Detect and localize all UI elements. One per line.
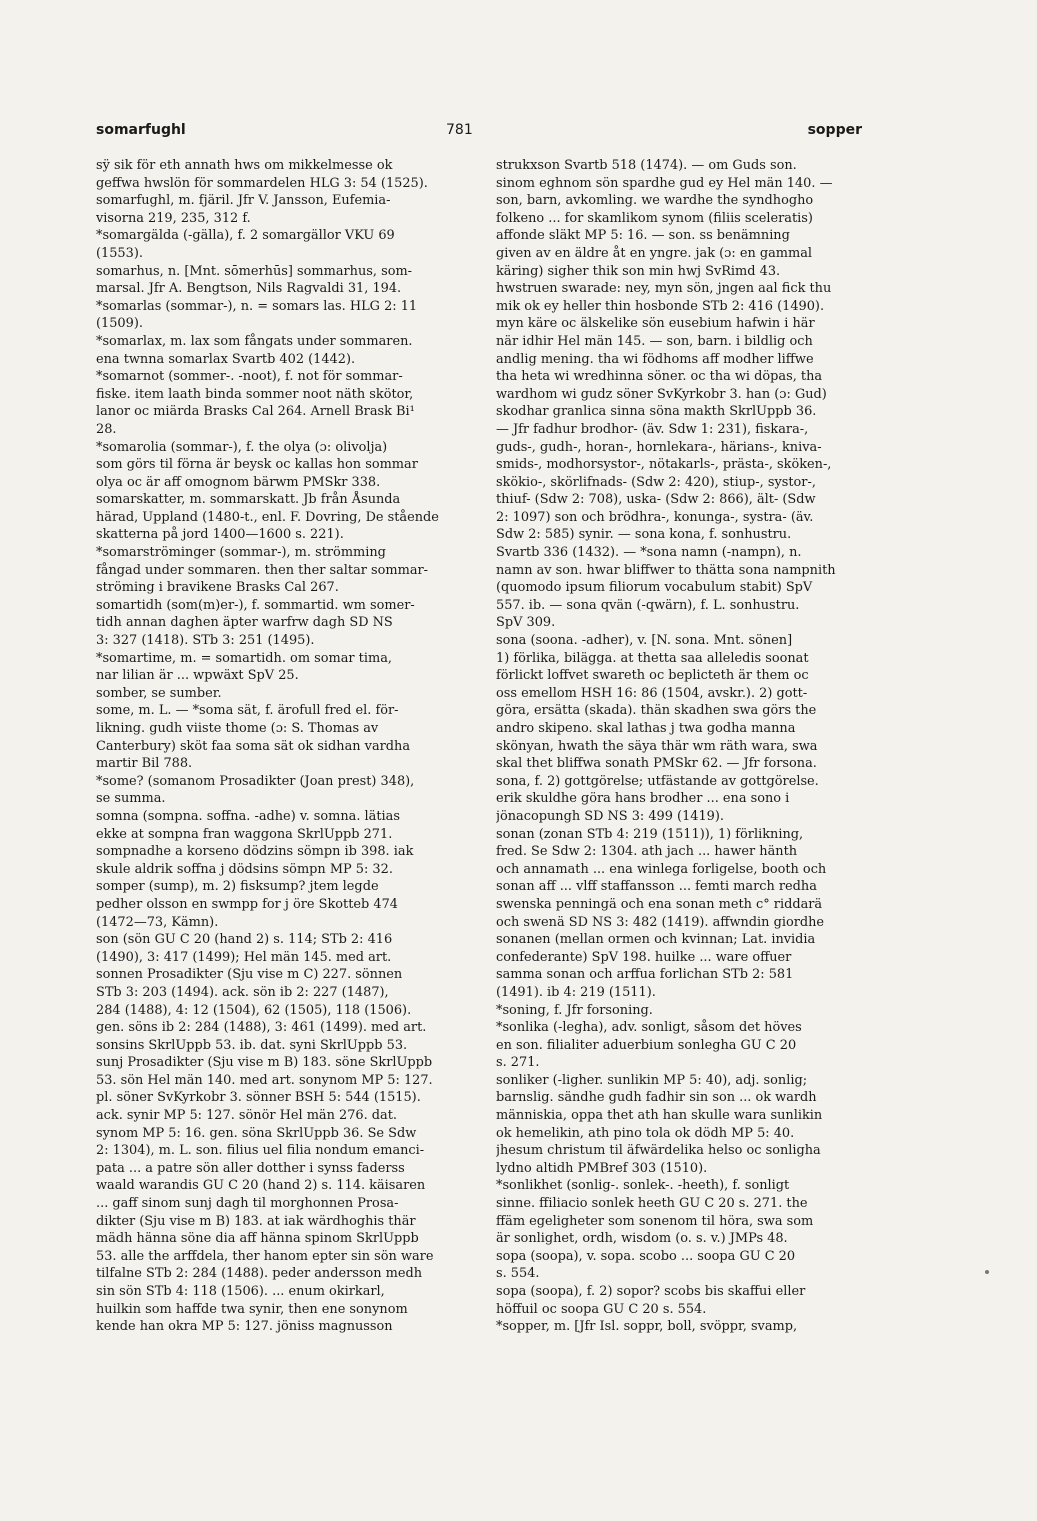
- text-line: sona (soona. -adher), v. [N. sona. Mnt. sönen]: [496, 633, 793, 649]
- text-line: skal thet bliffwa sonath PMSkr 62. — Jfr forsona.: [496, 756, 817, 772]
- text-line: sonliker (-ligher. sunlikin MP 5: 40), adj. sonlig;: [496, 1072, 808, 1088]
- text-line: sonanen (mellan ormen och kvinnan; Lat. invidia: [496, 932, 816, 948]
- text-line: jhesum christum til äfwärdelika helso oc sonligha: [496, 1143, 821, 1159]
- text-line: *sonlika (-legha), adv. sonligt, såsom det höves: [496, 1020, 802, 1036]
- text-line: somarhus, n. [Mnt. sōmerhūs] sommarhus, som-: [96, 263, 413, 279]
- text-line: *somarlas (sommar-), n. = somars las. HLG 2: 11: [96, 298, 418, 314]
- text-line: sopa (soopa), v. sopa. scobo ... soopa GU C 20: [496, 1248, 796, 1264]
- text-line: pedher olsson en swmpp for j öre Skotteb 474: [96, 896, 398, 912]
- text-line: oss emellom HSH 16: 86 (1504, avskr.). 2) gott-: [496, 685, 808, 701]
- text-line: Canterbury) sköt faa soma sät ok sidhan vardha: [96, 738, 411, 754]
- text-line: när idhir Hel män 145. — son, barn. i bildlig och: [496, 333, 813, 349]
- text-line: lydno altidh PMBref 303 (1510).: [496, 1160, 708, 1176]
- text-line: (1553).: [96, 245, 143, 261]
- text-line: somna (sompna. soffna. -adhe) v. somna. lätias: [96, 808, 400, 824]
- text-line: SpV 309.: [496, 615, 556, 631]
- text-line: 3: 327 (1418). STb 3: 251 (1495).: [96, 633, 315, 649]
- text-line: skökio-, skörlifnads- (Sdw 2: 420), stiup-, systor-,: [496, 474, 816, 490]
- text-line: folkeno ... for skamlikom synom (filiis sceleratis): [496, 210, 813, 226]
- text-line: ffäm egeligheter som sonenom til höra, swa som: [496, 1213, 814, 1229]
- text-line: visorna 219, 235, 312 f.: [96, 210, 251, 226]
- text-line: tidh annan daghen äpter warfrw dagh SD NS: [96, 615, 393, 631]
- text-line: sonsins SkrlUppb 53. ib. dat. syni SkrlUppb 53.: [96, 1037, 408, 1053]
- text-line: waald warandis GU C 20 (hand 2) s. 114. käisaren: [96, 1178, 426, 1194]
- text-line: *somarolia (sommar-), f. the olya (ɔ: olivolja): [96, 439, 388, 455]
- text-line: (quomodo ipsum filiorum vocabulum stabit) SpV: [496, 580, 813, 596]
- text-line: 1) förlika, bilägga. at thetta saa alleledis soonat: [496, 650, 809, 666]
- text-line: som görs til förna är beysk oc kallas hon sommar: [96, 457, 418, 473]
- text-line: ... gaff sinom sunj dagh til morghonnen Prosa-: [96, 1196, 399, 1212]
- text-line: (1509).: [96, 316, 143, 332]
- text-line: 557. ib. — sona qvän (-qwärn), f. L. sonhustru.: [496, 597, 800, 613]
- text-line: synom MP 5: 16. gen. söna SkrlUppb 36. Se Sdw: [96, 1125, 417, 1141]
- text-line: *some? (somanom Prosadikter (Joan prest) 348),: [96, 773, 415, 789]
- text-line: samma sonan och arffua forlichan STb 2: 581: [496, 967, 794, 983]
- text-line: sopa (soopa), f. 2) sopor? scobs bis skaffui eller: [496, 1284, 806, 1299]
- text-line: pata ... a patre sön aller dotther i synss faderss: [96, 1160, 405, 1176]
- text-line: somarfughl, m. fjäril. Jfr V. Jansson, Eufemia-: [96, 193, 391, 209]
- text-line: lanor oc miärda Brasks Cal 264. Arnell Brask Bi¹: [96, 404, 415, 420]
- text-line: marsal. Jfr A. Bengtson, Nils Ragvaldi 31, 194.: [96, 281, 402, 297]
- text-line: sinne. ffiliacio sonlek heeth GU C 20 s. 271. the: [496, 1196, 808, 1212]
- text-line: jönacopungh SD NS 3: 499 (1419).: [496, 808, 725, 824]
- text-line: s. 271.: [496, 1055, 540, 1071]
- text-line: given av en äldre åt en yngre. jak (ɔ: en gammal: [496, 245, 813, 261]
- text-line: käring) sigher thik son min hwj SvRimd 43.: [496, 263, 781, 279]
- text-line: sonnen Prosadikter (Sju vise m C) 227. sönnen: [96, 967, 403, 983]
- text-line: nar lilian är ... wpwäxt SpV 25.: [96, 668, 299, 684]
- text-line: *sonlikhet (sonlig-. sonlek-. -heeth), f. sonligt: [496, 1178, 790, 1194]
- text-line: ack. synir MP 5: 127. sönör Hel män 276. dat.: [96, 1108, 398, 1124]
- text-line: en son. filialiter aduerbium sonlegha GU C 20: [496, 1037, 797, 1053]
- text-line: fred. Se Sdw 2: 1304. ath jach ... hawer hänth: [496, 844, 798, 860]
- text-line: andro skipeno. skal lathas j twa godha manna: [496, 721, 796, 736]
- text-line: erik skuldhe göra hans brodher ... ena sono i: [496, 791, 790, 807]
- left-column: [96, 157, 478, 1336]
- text-line: (1490), 3: 417 (1499); Hel män 145. med art.: [96, 949, 392, 965]
- text-line: martir Bil 788.: [96, 756, 193, 772]
- text-line: människia, oppa thet ath han skulle wara sunlikin: [496, 1108, 823, 1124]
- right-column: [496, 157, 878, 1336]
- text-line: är sonlighet, ordh, wisdom (o. s. v.) JMPs 48.: [496, 1231, 788, 1247]
- text-line: *somarlax, m. lax som fångats under sommaren.: [96, 333, 413, 349]
- text-line: andlig mening. tha wi födhoms aff modher liffwe: [496, 351, 814, 367]
- text-line: son, barn, avkomling. we wardhe the syndhogho: [496, 193, 814, 209]
- text-line: gen. söns ib 2: 284 (1488), 3: 461 (1499). med art.: [96, 1020, 427, 1036]
- text-line: affonde släkt MP 5: 16. — son. ss benämning: [496, 228, 790, 244]
- text-line: *sopper, m. [Jfr Isl. soppr, boll, svöppr, svamp,: [496, 1319, 798, 1335]
- text-line: s. 554.: [496, 1266, 540, 1282]
- text-line: ekke at sompna fran waggona SkrlUppb 271.: [96, 826, 393, 842]
- text-line: somarskatter, m. sommarskatt. Jb från Åsunda: [96, 492, 401, 508]
- text-line: *soning, f. Jfr forsoning.: [496, 1002, 653, 1018]
- text-line: guds-, gudh-, horan-, hornlekara-, härians-, kniva-: [496, 439, 822, 455]
- text-line: Sdw 2: 585) synir. — sona kona, f. sonhustru.: [496, 527, 792, 543]
- page-header: [96, 122, 866, 142]
- text-line: tha heta wi wredhinna söner. oc tha wi döpas, tha: [496, 369, 823, 385]
- text-line: fångad under sommaren. then ther saltar sommar-: [96, 562, 429, 578]
- text-line: tilfalne STb 2: 284 (1488). peder andersson medh: [96, 1266, 423, 1282]
- header-last-entry: sopper: [807, 122, 862, 138]
- text-line: ströming i bravikene Brasks Cal 267.: [96, 580, 339, 596]
- text-line: 28.: [96, 421, 117, 437]
- text-line: dikter (Sju vise m B) 183. at iak wärdhoghis thär: [96, 1213, 416, 1229]
- text-line: sompnadhe a korseno dödzins sömpn ib 398. iak: [96, 844, 414, 860]
- text-line: 284 (1488), 4: 12 (1504), 62 (1505), 118 (1506).: [96, 1002, 412, 1018]
- text-line: mik ok ey heller thin hosbonde STb 2: 416 (1490).: [496, 298, 825, 314]
- paper-speck: [985, 1270, 989, 1274]
- text-line: *somartime, m. = somartidh. om somar tima,: [96, 650, 392, 666]
- text-line: hwstruen swarade: ney, myn sön, jngen aal fick thu: [496, 281, 832, 297]
- text-line: — Jfr fadhur brodhor- (äv. Sdw 1: 231), fiskara-,: [496, 421, 809, 437]
- text-line: wardhom wi gudz söner SvKyrkobr 3. han (ɔ: Gud): [496, 386, 827, 402]
- text-line: geffwa hwslön för sommardelen HLG 3: 54 (1525).: [96, 175, 428, 191]
- text-line: 53. alle the arffdela, ther hanom epter sin sön ware: [96, 1248, 434, 1264]
- text-line: olya oc är aff omognom bärwm PMSkr 338.: [96, 474, 381, 490]
- text-line: Svartb 336 (1432). — *sona namn (-nampn), n.: [496, 545, 802, 561]
- text-line: fiske. item laath binda sommer noot näth skötor,: [96, 386, 414, 402]
- text-line: sÿ sik för eth annath hws om mikkelmesse ok: [96, 158, 393, 173]
- text-line: förlickt loffvet swareth oc beplicteth är them oc: [496, 668, 809, 684]
- text-line: och swenä SD NS 3: 482 (1419). affwndin giordhe: [496, 914, 825, 930]
- text-line: thiuf- (Sdw 2: 708), uska- (Sdw 2: 866), ält- (Sdw: [496, 492, 816, 508]
- text-line: some, m. L. — *soma sät, f. ärofull fred el. för-: [96, 703, 399, 719]
- text-line: sin sön STb 4: 118 (1506). ... enum okirkarl,: [96, 1284, 385, 1299]
- text-line: huilkin som haffde twa synir, then ene sonynom: [96, 1301, 408, 1317]
- text-line: swenska penningä och ena sonan meth c° riddarä: [496, 896, 823, 912]
- text-line: *somarströminger (sommar-), m. strömming: [96, 545, 386, 561]
- text-line: ena twnna somarlax Svartb 402 (1442).: [96, 351, 356, 367]
- text-line: sonan aff ... vlff staffansson ... femti march redha: [496, 879, 817, 895]
- text-line: sonan (zonan STb 4: 219 (1511)), 1) förlikning,: [496, 826, 804, 842]
- text-line: skatterna på jord 1400—1600 s. 221).: [96, 527, 344, 543]
- text-line: likning. gudh viiste thome (ɔ: S. Thomas av: [96, 721, 379, 736]
- page-number: 781: [446, 122, 473, 138]
- text-line: 53. sön Hel män 140. med art. sonynom MP 5: 127.: [96, 1072, 433, 1088]
- text-line: göra, ersätta (skada). thän skadhen swa görs the: [496, 703, 817, 719]
- text-line: sinom eghnom sön spardhe gud ey Hel män 140. —: [496, 175, 833, 191]
- text-line: höffuil oc soopa GU C 20 s. 554.: [496, 1301, 707, 1317]
- header-first-entry: somarfughl: [96, 122, 186, 138]
- text-line: skodhar granlica sinna söna makth SkrlUppb 36.: [496, 404, 817, 420]
- text-line: pl. söner SvKyrkobr 3. sönner BSH 5: 544 (1515).: [96, 1090, 421, 1106]
- text-line: somber, se sumber.: [96, 685, 222, 701]
- text-line: myn käre oc älskelike sön eusebium hafwin i här: [496, 316, 815, 332]
- text-line: *somarnot (sommer-. -noot), f. not för sommar-: [96, 369, 403, 385]
- text-line: härad, Uppland (1480-t., enl. F. Dovring, De stående: [96, 509, 439, 525]
- text-line: (1491). ib 4: 219 (1511).: [496, 984, 656, 1000]
- text-line: barnslig. sändhe gudh fadhir sin son ... ok wardh: [496, 1090, 817, 1106]
- text-line: och annamath ... ena winlega forligelse, booth och: [496, 861, 827, 877]
- text-line: mädh hänna söne dia aff hänna spinom SkrlUppb: [96, 1231, 419, 1247]
- text-line: *somargälda (-gälla), f. 2 somargällor VKU 69: [96, 228, 395, 244]
- text-line: STb 3: 203 (1494). ack. sön ib 2: 227 (1487),: [96, 984, 389, 1000]
- text-line: strukxson Svartb 518 (1474). — om Guds son.: [496, 158, 797, 173]
- text-line: son (sön GU C 20 (hand 2) s. 114; STb 2: 416: [96, 932, 393, 948]
- text-line: somartidh (som(m)er-), f. sommartid. wm somer-: [96, 597, 415, 613]
- text-line: somper (sump), m. 2) fisksump? jtem legde: [96, 879, 379, 895]
- text-line: (1472—73, Kämn).: [96, 914, 219, 930]
- text-line: sunj Prosadikter (Sju vise m B) 183. söne SkrlUppb: [96, 1055, 433, 1071]
- text-line: kende han okra MP 5: 127. jöniss magnusson: [96, 1319, 393, 1335]
- text-line: confederante) SpV 198. huilke ... ware offuer: [496, 949, 792, 965]
- text-line: namn av son. hwar bliffwer to thätta sona nampnith: [496, 562, 836, 578]
- text-line: smids-, modhorsystor-, nötakarls-, prästa-, sköken-,: [496, 457, 832, 473]
- text-line: 2: 1097) son och brödhra-, konunga-, systra- (äv.: [496, 509, 814, 525]
- text-line: sona, f. 2) gottgörelse; utfästande av gottgörelse.: [496, 773, 819, 789]
- text-line: skule aldrik soffna j dödsins sömpn MP 5: 32.: [96, 861, 393, 877]
- text-line: se summa.: [96, 791, 166, 807]
- text-line: ok hemelikin, ath pino tola ok dödh MP 5: 40.: [496, 1125, 795, 1141]
- text-line: 2: 1304), m. L. son. filius uel filia nondum emanci-: [96, 1143, 425, 1159]
- text-line: skönyan, hwath the säya thär wm räth wara, swa: [496, 738, 818, 754]
